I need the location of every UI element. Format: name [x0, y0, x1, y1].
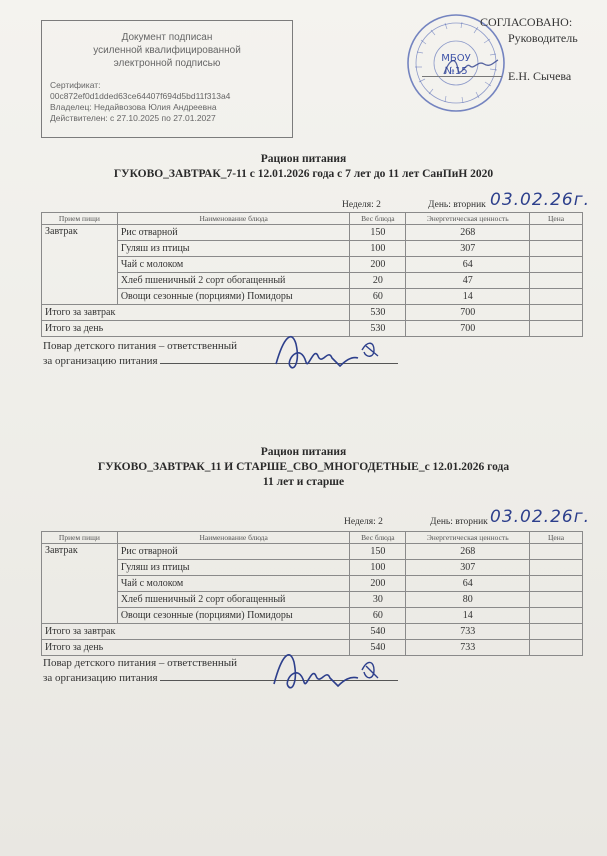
table-row — [42, 544, 583, 560]
dish-weight: 100 — [350, 560, 406, 576]
total-day-weight: 530 — [350, 321, 406, 337]
esign-title-line: усиленной квалифицированной — [93, 45, 241, 56]
meal-name: Завтрак — [42, 225, 118, 305]
director-signature-icon — [440, 52, 500, 82]
dish-energy: 64 — [406, 576, 530, 592]
dish-name: Гуляш из птицы — [117, 560, 350, 576]
dish-price — [530, 544, 583, 560]
cook-line1: Повар детского питания – ответственный — [43, 340, 237, 352]
total-day-energy: 733 — [406, 640, 530, 656]
table-row — [42, 257, 583, 273]
electronic-signature-box — [41, 20, 293, 138]
table-row — [42, 560, 583, 576]
dish-price — [530, 560, 583, 576]
total-breakfast-weight: 530 — [350, 305, 406, 321]
approval-position: Руководитель — [508, 31, 578, 45]
header-dish: Наименование блюда — [117, 532, 350, 544]
menu1-week: Неделя: 2 — [342, 200, 381, 210]
menu2-day: День: вторник — [430, 517, 488, 527]
header-weight: Вес блюда — [350, 532, 406, 544]
menu2-title — [0, 445, 607, 490]
approval-name: Е.Н. Сычева — [508, 69, 572, 83]
esign-title-line: электронной подписью — [113, 58, 221, 69]
dish-name: Хлеб пшеничный 2 сорт обогащенный — [117, 273, 350, 289]
cook-line1: Повар детского питания – ответственный — [43, 657, 237, 669]
esign-cert-value: 00c872ef0d1dded63ce64407f694d5bd11f313a4 — [50, 91, 231, 101]
table-row — [42, 592, 583, 608]
table-row — [42, 608, 583, 624]
esign-valid-period: Действителен: с 27.10.2025 по 27.01.2027 — [50, 113, 216, 123]
table-row — [42, 273, 583, 289]
menu2-table — [41, 531, 583, 656]
menu2-title-line3: 11 лет и старше — [262, 476, 345, 488]
total-day-energy: 700 — [406, 321, 530, 337]
esign-details — [50, 80, 292, 124]
table-row — [42, 289, 583, 305]
approval-agreed: СОГЛАСОВАНО: — [480, 15, 573, 29]
dish-name: Гуляш из птицы — [117, 241, 350, 257]
menu1-title-line2: ГУКОВО_ЗАВТРАК_7-11 с 12.01.2026 года с 7 лет до 11 лет СанПиН 2020 — [113, 168, 494, 180]
dish-energy: 307 — [406, 241, 530, 257]
dish-name: Овощи сезонные (порциями) Помидоры — [117, 289, 350, 305]
menu2-cook-signature-icon — [268, 640, 388, 698]
header-energy: Энергетическая ценность — [406, 213, 530, 225]
table-row — [42, 241, 583, 257]
dish-price — [530, 608, 583, 624]
esign-title-line: Документ подписан — [121, 32, 213, 43]
cook-line2: за организацию питания — [43, 672, 158, 684]
total-breakfast-label: Итого за завтрак — [42, 624, 350, 640]
dish-weight: 200 — [350, 257, 406, 273]
dish-name: Овощи сезонные (порциями) Помидоры — [117, 608, 350, 624]
total-breakfast-energy: 700 — [406, 305, 530, 321]
dish-energy: 268 — [406, 225, 530, 241]
total-day-price — [530, 640, 583, 656]
header-price: Цена — [530, 532, 583, 544]
dish-price — [530, 241, 583, 257]
dish-price — [530, 225, 583, 241]
esign-owner: Владелец: Недайвозова Юлия Андреевна — [50, 102, 217, 112]
total-day-weight: 540 — [350, 640, 406, 656]
total-day-price — [530, 321, 583, 337]
dish-price — [530, 592, 583, 608]
header-meal: Прием пищи — [42, 213, 118, 225]
stamp-text-line2: №15 — [444, 66, 468, 77]
menu2-week: Неделя: 2 — [344, 517, 383, 527]
dish-energy: 14 — [406, 289, 530, 305]
menu1-table — [41, 212, 583, 337]
menu1-day: День: вторник — [428, 200, 486, 210]
dish-energy: 47 — [406, 273, 530, 289]
menu2-title-line1: Рацион питания — [260, 446, 347, 458]
dish-energy: 307 — [406, 560, 530, 576]
header-weight: Вес блюда — [350, 213, 406, 225]
meal-name: Завтрак — [42, 544, 118, 624]
dish-price — [530, 257, 583, 273]
dish-weight: 60 — [350, 289, 406, 305]
dish-energy: 80 — [406, 592, 530, 608]
dish-name: Хлеб пшеничный 2 сорт обогащенный — [117, 592, 350, 608]
dish-name: Рис отварной — [117, 225, 350, 241]
dish-name: Рис отварной — [117, 544, 350, 560]
menu2-title-line2: ГУКОВО_ЗАВТРАК_11 И СТАРШЕ_СВО_МНОГОДЕТНЫЕ_с 12.01.2026 года — [97, 461, 510, 473]
header-price: Цена — [530, 213, 583, 225]
table-row — [42, 225, 583, 241]
esign-title — [42, 31, 292, 70]
dish-name: Чай с молоком — [117, 257, 350, 273]
table-row — [42, 576, 583, 592]
dish-energy: 64 — [406, 257, 530, 273]
dish-price — [530, 273, 583, 289]
header-energy: Энергетическая ценность — [406, 532, 530, 544]
esign-cert-label: Сертификат: — [50, 80, 101, 90]
total-breakfast-row — [42, 305, 583, 321]
dish-weight: 150 — [350, 225, 406, 241]
dish-energy: 14 — [406, 608, 530, 624]
table-header-row — [42, 532, 583, 544]
dish-weight: 100 — [350, 241, 406, 257]
total-breakfast-price — [530, 624, 583, 640]
dish-price — [530, 576, 583, 592]
cook-line2: за организацию питания — [43, 355, 158, 367]
dish-weight: 60 — [350, 608, 406, 624]
dish-weight: 200 — [350, 576, 406, 592]
menu1-cook-signature-icon — [270, 322, 390, 378]
table-header-row — [42, 213, 583, 225]
dish-weight: 20 — [350, 273, 406, 289]
dish-energy: 268 — [406, 544, 530, 560]
total-breakfast-row — [42, 624, 583, 640]
total-day-label: Итого за день — [42, 321, 350, 337]
header-dish: Наименование блюда — [117, 213, 350, 225]
total-breakfast-weight: 540 — [350, 624, 406, 640]
header-meal: Прием пищи — [42, 532, 118, 544]
total-breakfast-energy: 733 — [406, 624, 530, 640]
total-breakfast-price — [530, 305, 583, 321]
dish-name: Чай с молоком — [117, 576, 350, 592]
dish-weight: 30 — [350, 592, 406, 608]
dish-weight: 150 — [350, 544, 406, 560]
menu1-title — [0, 152, 607, 182]
dish-price — [530, 289, 583, 305]
menu2-handwritten-date: 03.02.26г. — [490, 507, 591, 527]
menu1-title-line1: Рацион питания — [260, 153, 347, 165]
total-breakfast-label: Итого за завтрак — [42, 305, 350, 321]
total-day-label: Итого за день — [42, 640, 350, 656]
menu1-handwritten-date: 03.02.26г. — [490, 190, 591, 210]
stamp-text-line1: МБОУ — [441, 53, 471, 64]
